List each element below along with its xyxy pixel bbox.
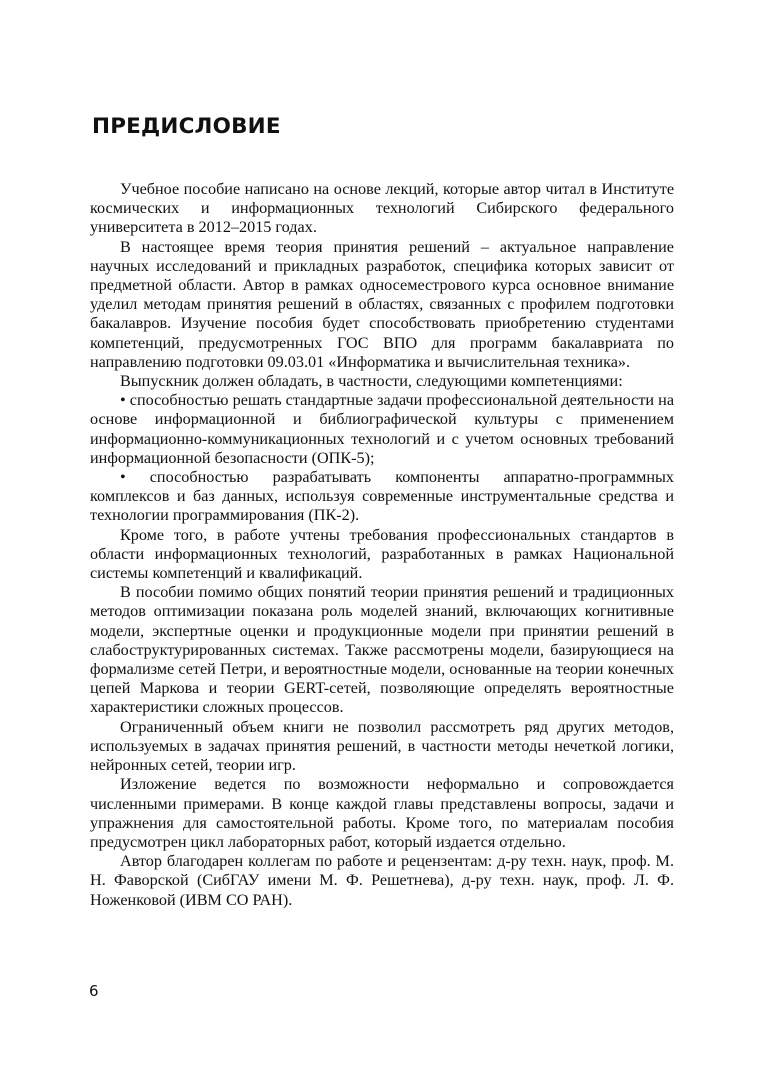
paragraph-competencies-lead: Выпускник должен обладать, в частности, следующими компетенциями: <box>120 372 623 391</box>
bullet-text: способностью разрабатывать компоненты аппаратно-программных комплексов и баз данных, используя современные инструментальные средства и технологии программирования (ПК-2). <box>90 468 674 525</box>
preface-body <box>90 180 674 910</box>
paragraph-acknowledgements: Автор благодарен коллегам по работе и рецензентам: д-ру техн. наук, проф. М. Н. Фаворской (СибГАУ имени М. Ф. Решетнева), д-ру техн. наук, проф. Л. Ф. Ноженковой (ИВМ СО РАН). <box>90 852 674 909</box>
page-title: ПРЕДИСЛОВИЕ <box>92 114 281 139</box>
paragraph-content: В пособии помимо общих понятий теории принятия решений и традиционных методов оптимизации показана роль моделей знаний, включающих когнитивные модели, экспертные оценки и продукционные модели при принятии решений в слабоструктурированных системах. Также рассмотрены модели, базирующиеся на формализме сетей Петри, и вероятностные модели, основанные на теории конечных цепей Маркова и теории GERT-сетей, позволяющие определять вероятностные характеристики сложных процессов. <box>90 583 674 717</box>
bullet-marker: • <box>120 468 126 487</box>
page-number: 6 <box>89 982 99 1000</box>
bullet-item-pk2 <box>90 468 674 526</box>
paragraph-standards: Кроме того, в работе учтены требования профессиональных стандартов в области информационных технологий, разработанных в рамках Национальной системы компетенций и квалификаций. <box>90 525 674 583</box>
bullet-marker: • <box>120 391 126 410</box>
paragraph-intro: Учебное пособие написано на основе лекций, которые автор читал в Институте космических и информационных технологий Сибирского федерального университета в 2012–2015 годах. <box>90 180 674 237</box>
paragraph-presentation: Изложение ведется по возможности неформально и сопровождается численными примерами. В конце каждой главы представлены вопросы, задачи и упражнения для самостоятельной работы. Кроме того, по материалам пособия предусмотрен цикл лабораторных работ, который издается отдельно. <box>90 775 674 851</box>
paragraph-limitations: Ограниченный объем книги не позволил рассмотреть ряд других методов, используемых в задачах принятия решений, в частности методы нечеткой логики, нейронных сетей, теории игр. <box>90 717 674 775</box>
paragraph-relevance: В настоящее время теория принятия решений – актуальное направление научных исследований и прикладных разработок, специфика которых зависит от предметной области. Автор в рамках односеместрового курса основное внимание уделил методам принятия решений в областях, связанных с профилем подготовки бакалавров. Изучение пособия будет способствовать приобретению студентами компетенций, предусмотренных ГОС ВПО для программ бакалавриата по направлению подготовки 09.03.01 «Информатика и вычислительная техника». <box>90 237 674 371</box>
bullet-text: способностью решать стандартные задачи профессиональной деятельности на основе информационной и библиографической культуры с применением информационно-коммуникационных технологий и с учетом основных требований информационной безопасности (ОПК-5); <box>90 391 675 467</box>
bullet-item-opk5 <box>90 391 674 468</box>
